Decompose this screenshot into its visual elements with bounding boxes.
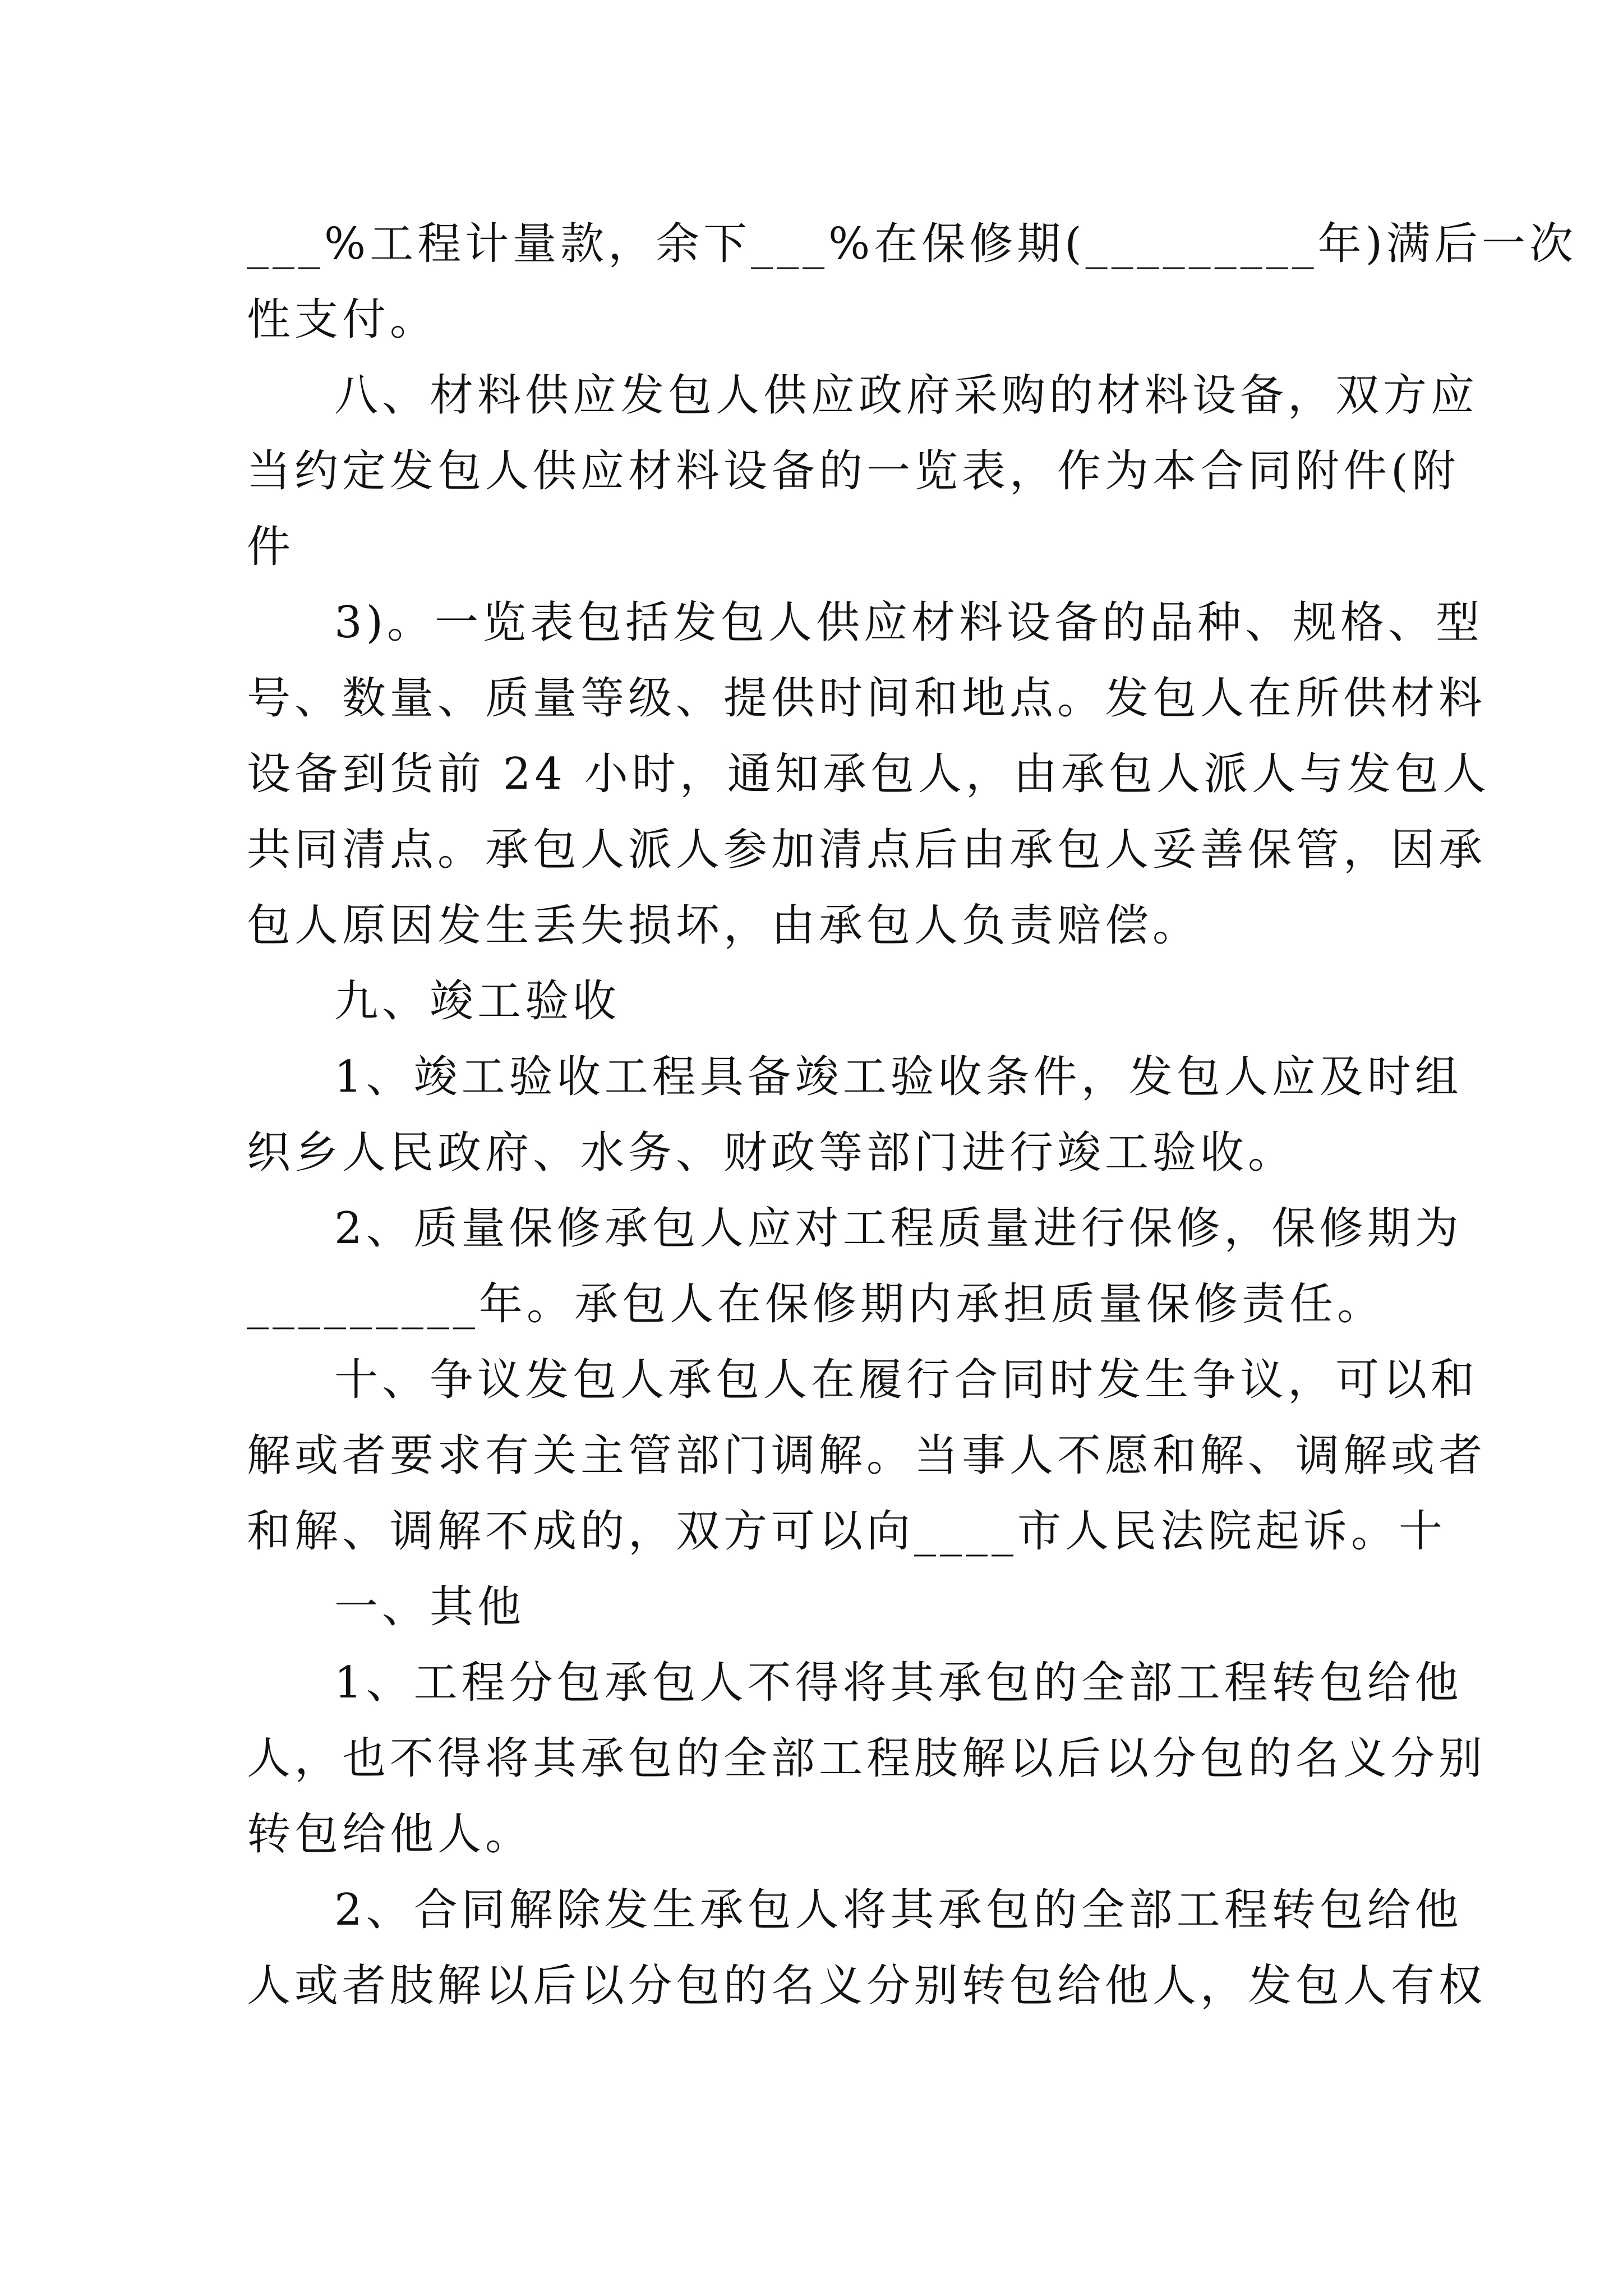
text-line-4: 当约定发包人供应材料设备的一览表，作为本合同附件(附 [247, 446, 1460, 496]
text-line-13: 织乡人民政府、水务、财政等部门进行竣工验收。 [247, 1128, 1296, 1178]
clause-11-2-line: 2、合同解除发生承包人将其承包的全部工程转包给他 [334, 1885, 1463, 1935]
clause-11-1-line: 1、工程分包承包人不得将其承包的全部工程转包给他 [334, 1658, 1463, 1708]
text-line-5: 件 [247, 522, 295, 572]
text-line-18: 和解、调解不成的，双方可以向____市人民法院起诉。十 [247, 1506, 1447, 1557]
text-line-1: ___%工程计量款，余下___%在保修期(_________年)满后一次 [247, 219, 1578, 269]
section-11-heading: 一、其他 [334, 1582, 525, 1632]
text-line-10: 包人原因发生丢失损坏，由承包人负责赔偿。 [247, 900, 1201, 951]
text-line-22: 转包给他人。 [247, 1809, 533, 1860]
text-line-9: 共同清点。承包人派人参加清点后由承包人妥善保管，因承 [247, 825, 1487, 875]
text-line-8: 设备到货前 24 小时，通知承包人，由承包人派人与发包人 [247, 749, 1490, 799]
text-line-21: 人，也不得将其承包的全部工程肢解以后以分包的名义分别 [247, 1733, 1487, 1784]
text-line-6: 3)。一览表包括发包人供应材料设备的品种、规格、型 [334, 597, 1484, 648]
text-line-17: 解或者要求有关主管部门调解。当事人不愿和解、调解或者 [247, 1430, 1487, 1481]
clause-9-1-line: 1、竣工验收工程具备竣工验收条件，发包人应及时组 [334, 1052, 1463, 1102]
text-line-7: 号、数量、质量等级、提供时间和地点。发包人在所供材料 [247, 673, 1487, 724]
section-10-heading-line: 十、争议发包人承包人在履行合同时发生争议，可以和 [334, 1355, 1479, 1405]
text-line-2: 性支付。 [247, 295, 438, 345]
section-8-heading-line: 八、材料供应发包人供应政府采购的材料设备，双方应 [334, 370, 1479, 421]
clause-9-2-line: 2、质量保修承包人应对工程质量进行保修，保修期为 [334, 1203, 1463, 1254]
text-line-15: _________年。承包人在保修期内承担质量保修责任。 [247, 1279, 1385, 1329]
text-line-24: 人或者肢解以后以分包的名义分别转包给他人，发包人有权 [247, 1961, 1487, 2011]
section-9-heading: 九、竣工验收 [334, 976, 621, 1027]
